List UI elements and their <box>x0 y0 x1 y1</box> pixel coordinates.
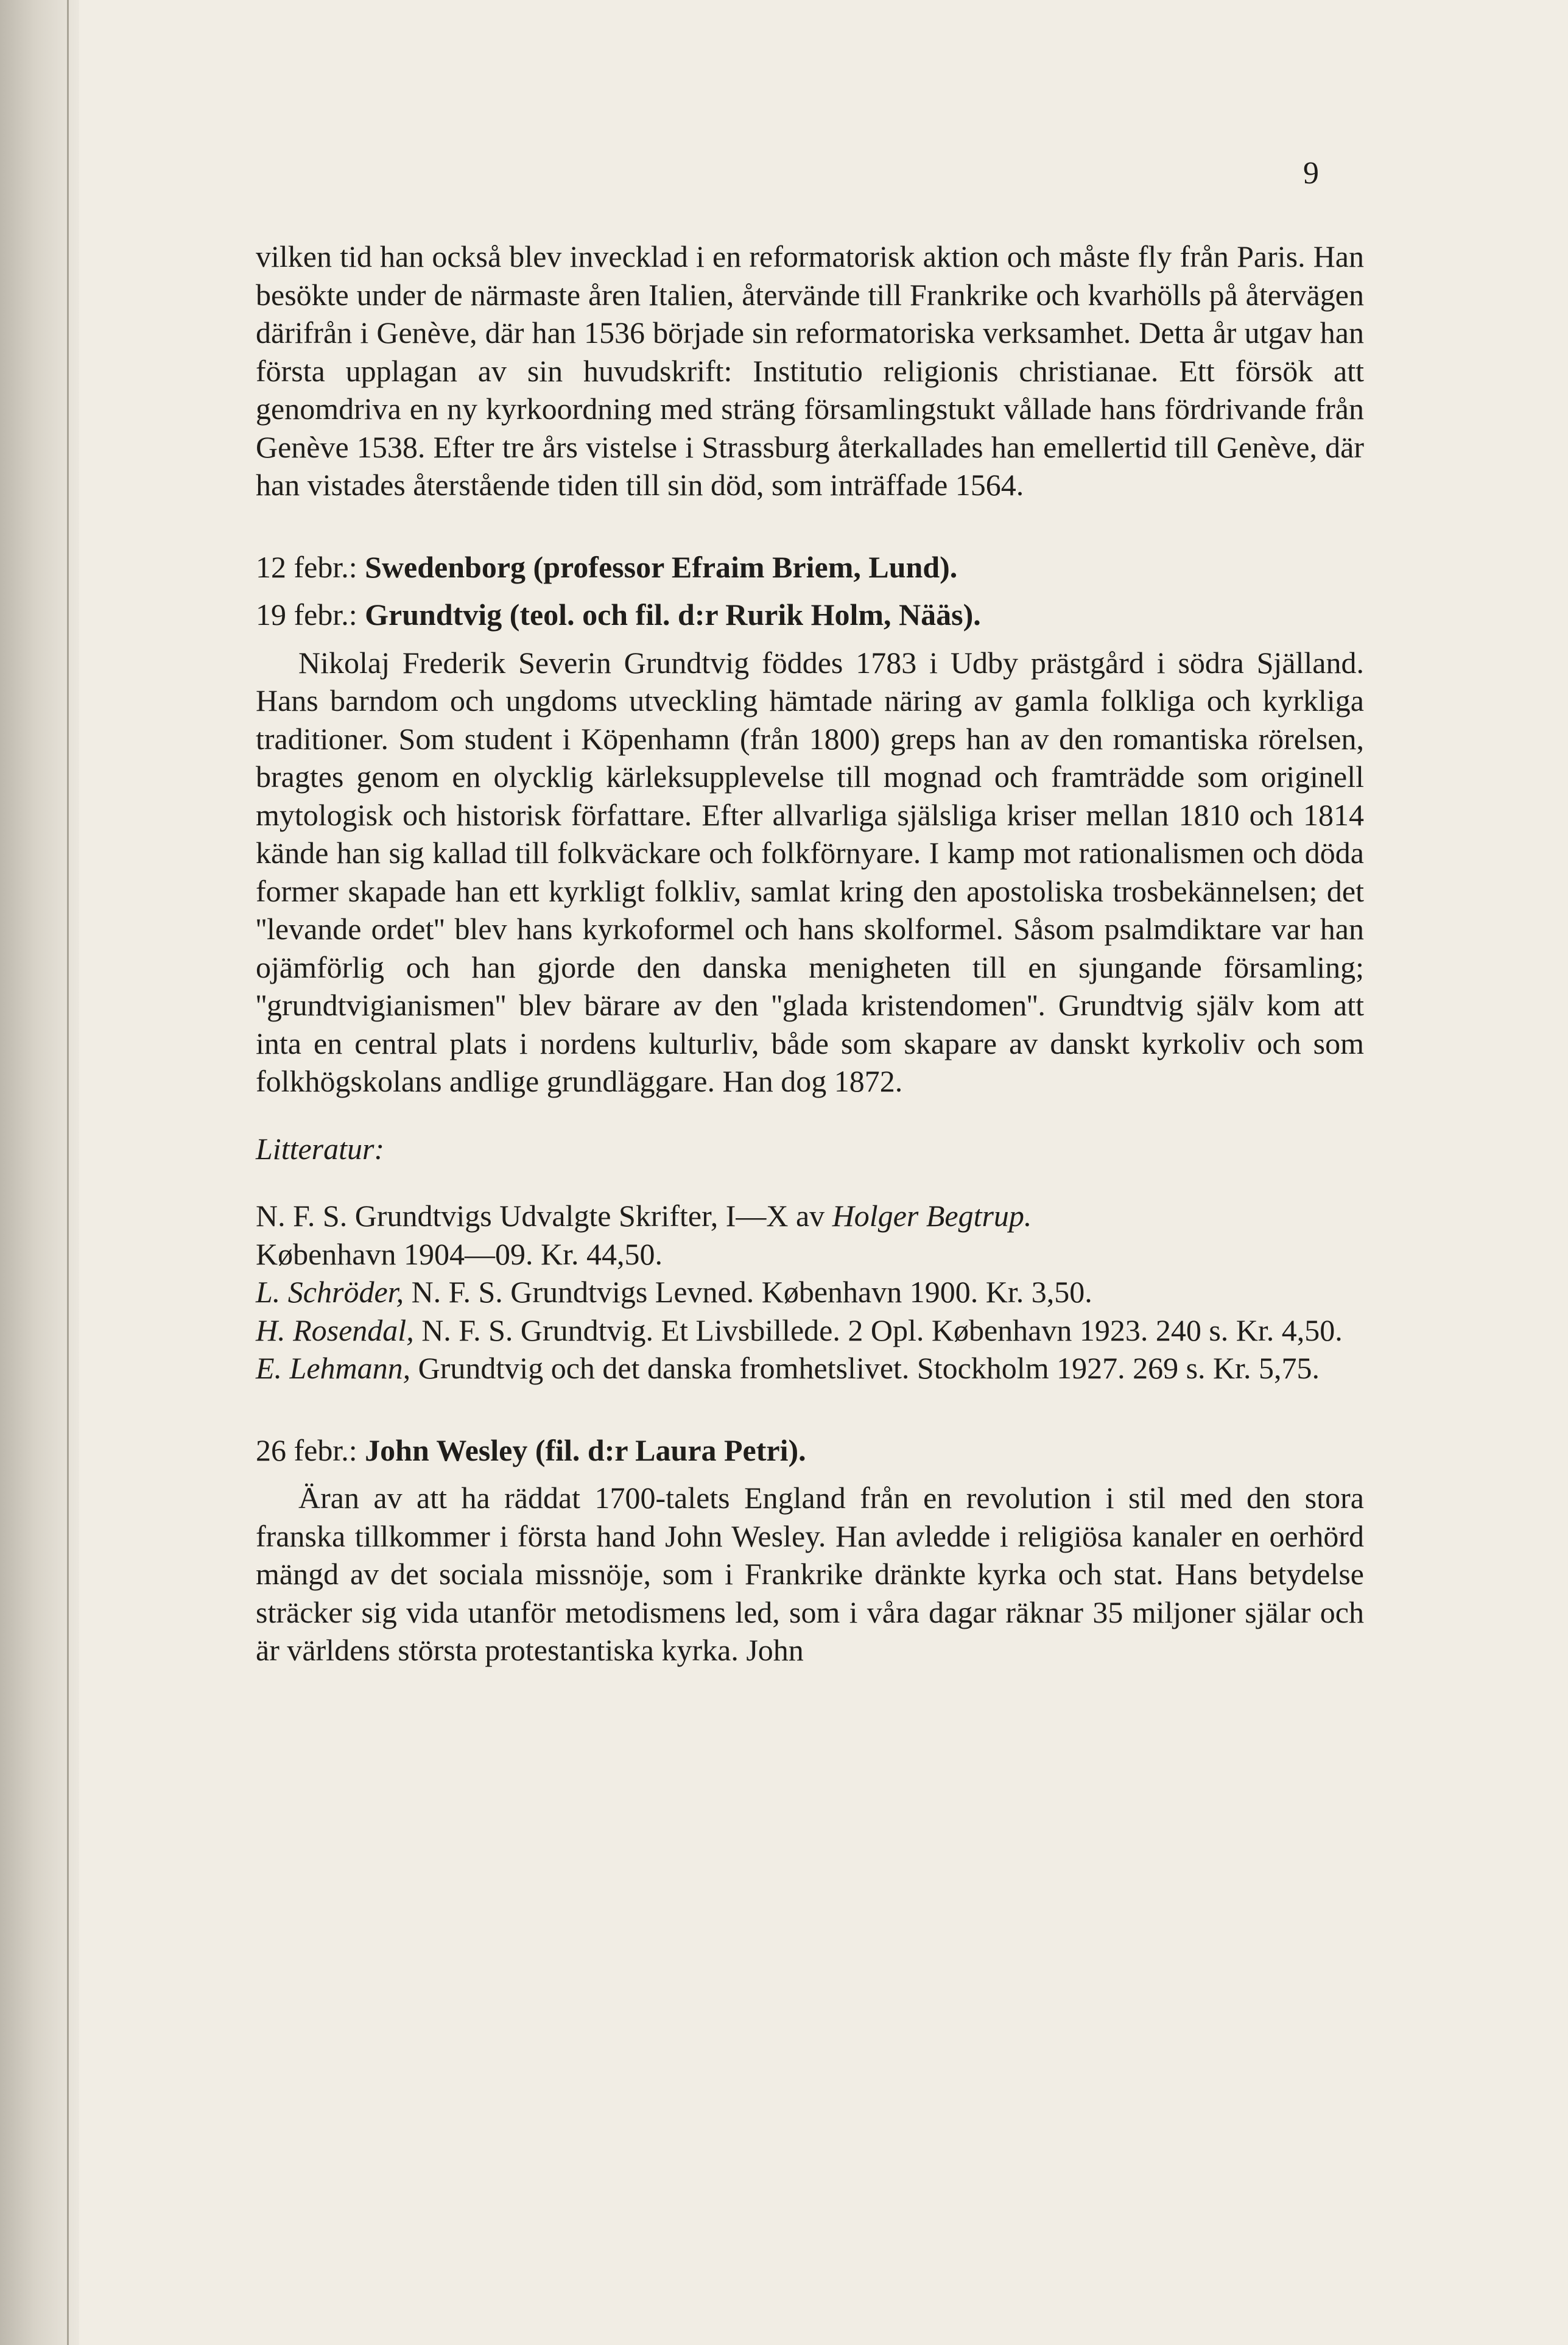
ref-text: N. F. S. Grundtvig. Et Livsbillede. 2 Opl. København 1923. 240 s. Kr. 4,50. <box>413 1313 1343 1347</box>
literature-ref <box>256 1273 1364 1311</box>
lecture-date: 26 febr.: <box>256 1433 357 1467</box>
ref-author: E. Lehmann, <box>256 1351 411 1385</box>
paragraph-calvin: vilken tid han också blev invecklad i en reformatorisk aktion och måste fly från Paris. Han besökte under de närmaste åren Italien, återvände till Frankrike och kvarhölls på återvägen därifrån i Genève, där han 1536 började sin reformatoriska verksamhet. Detta år utgav han första upplagan av sin huvudskrift: Institutio religionis christianae. Ett försök att genomdriva en ny kyrkoordning med sträng församlingstukt vållade hans fördrivande från Genève 1538. Efter tre års vistelse i Strassburg återkallades han emellertid till Genève, där han vistades återstående tiden till sin död, som inträffade 1564. <box>256 239 1364 502</box>
paragraph-grundtvig: Nikolaj Frederik Severin Grundtvig föddes 1783 i Udby prästgård i södra Själland. Hans barndom och ungdoms utveckling hämtade näring av gamla folkliga och kyrkliga traditioner. Som student i Köpenhamn (från 1800) greps han av den romantiska rörelsen, bragtes genom en olycklig kärleksupplevelse till mognad och framträdde som originell mytologisk och historisk författare. Efter allvarliga själsliga kriser mellan 1810 och 1814 kände han sig kallad till folkväckare och folkförnyare. I kamp mot rationalismen och döda former skapade han ett kyrkligt folkliv, samlat kring den apostoliska trosbekännelsen; det ''levande ordet'' blev hans kyrkoformel och hans skolformel. Såsom psalmdiktare var han ojämförlig och han gjorde den danska menigheten till en sjungande församling; ''grundtvigianismen'' blev bärare av den ''glada kristendomen''. Grundtvig själv kom att inta en central plats i nordens kulturliv, både som skapare av danskt kyrkoliv och som folkhögskolans andlige grundläggare. Han dog 1872. <box>256 645 1364 1098</box>
ref-text: Grundtvig och det danska fromhetslivet. Stockholm 1927. 269 s. Kr. 5,75. <box>410 1351 1320 1385</box>
literature-ref <box>256 1349 1364 1388</box>
ref-text: N. F. S. Grundtvigs Udvalgte Skrifter, I—X av <box>256 1199 832 1233</box>
literature-heading: Litteratur: <box>256 1131 385 1166</box>
lecture-title: Swedenborg (professor Efraim Briem, Lund). <box>365 549 958 584</box>
lecture-heading-swedenborg <box>256 548 1364 587</box>
ref-editor: Holger Begtrup. <box>832 1199 1032 1233</box>
literature-ref <box>256 1311 1364 1350</box>
binding-edge <box>67 0 69 2345</box>
body-text <box>256 238 1364 1670</box>
ref-text: N. F. S. Grundtvigs Levned. København 1900. Kr. 3,50. <box>404 1275 1092 1309</box>
lecture-title: Grundtvig (teol. och fil. d:r Rurik Holm, Nääs). <box>365 598 981 632</box>
ref-author: H. Rosendal, <box>256 1313 414 1347</box>
page-number: 9 <box>1303 156 1319 191</box>
ref-continuation: København 1904—09. Kr. 44,50. <box>256 1236 663 1271</box>
paragraph-wesley: Äran av att ha räddat 1700-talets England från en revolution i stil med den stora franska tillkommer i första hand John Wesley. Han avledde i religiösa kanaler en oerhörd mängd av det sociala missnöje, som i Frankrike dränkte kyrka och stat. Hans betydelse sträcker sig vida utanför metodismens led, som i våra dagar räknar 35 miljoner själar och är världens största protestantiska kyrka. John <box>256 1481 1364 1667</box>
lecture-date: 12 febr.: <box>256 549 357 584</box>
lecture-heading-wesley <box>256 1431 1364 1470</box>
lecture-title: John Wesley (fil. d:r Laura Petri). <box>365 1433 806 1467</box>
lecture-heading-grundtvig <box>256 596 1364 634</box>
ref-author: L. Schröder, <box>256 1275 404 1309</box>
literature-ref <box>256 1197 1364 1273</box>
lecture-date: 19 febr.: <box>256 598 357 632</box>
